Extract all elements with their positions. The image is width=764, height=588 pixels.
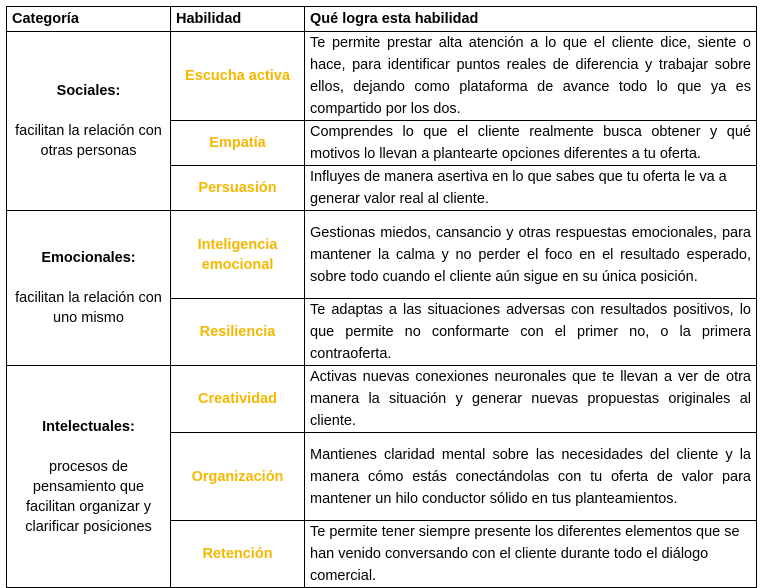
skill-name: Retención	[171, 521, 305, 588]
category-cell-social	[7, 32, 171, 211]
category-description: procesos de pensamiento que facilitan organizar y clarificar posiciones	[25, 458, 152, 535]
category-cell-emotional	[7, 211, 171, 366]
skill-name: Persuasión	[171, 166, 305, 211]
table-row	[7, 211, 757, 299]
table-row	[7, 366, 757, 433]
skill-description: Gestionas miedos, cansancio y otras respuestas emocionales, para mantener la calma y no perder el foco en el resultado esperado, sobre todo cuando el cliente aún sigue en su única posición.	[305, 211, 757, 299]
header-skill: Habilidad	[171, 7, 305, 32]
header-category: Categoría	[7, 7, 171, 32]
skill-name: Inteligencia emocional	[171, 211, 305, 299]
category-title: Sociales:	[56, 83, 121, 99]
skill-name: Resiliencia	[171, 299, 305, 366]
skill-description: Te permite tener siempre presente los diferentes elementos que se han venido conversando con el cliente durante todo el diálogo comercial.	[305, 521, 757, 588]
skill-description: Mantienes claridad mental sobre las necesidades del cliente y la manera cómo estás conectándolas con tu oferta de valor para mantener un hilo conductor sólido en tus planteamientos.	[305, 433, 757, 521]
category-description: facilitan la relación con uno mismo	[15, 290, 162, 326]
table-row	[7, 32, 757, 121]
skill-description: Comprendes lo que el cliente realmente busca obtener y qué motivos lo llevan a plantearte opciones diferentes a tu oferta.	[305, 121, 757, 166]
category-description: facilitan la relación con otras personas	[15, 123, 162, 159]
header-row	[7, 7, 757, 32]
category-title: Intelectuales:	[42, 418, 135, 435]
category-title: Emocionales:	[41, 250, 136, 266]
skill-description: Te adaptas a las situaciones adversas con resultados positivos, lo que permite no conformarte con el primer no, o la primera contraoferta.	[305, 299, 757, 366]
skill-description: Activas nuevas conexiones neuronales que te llevan a ver de otra manera la situación y generar nuevas propuestas originales al cliente.	[305, 366, 757, 433]
category-cell-intellectual	[7, 366, 171, 588]
skill-name: Creatividad	[171, 366, 305, 433]
skills-table	[6, 6, 757, 588]
header-achievement: Qué logra esta habilidad	[305, 7, 757, 32]
skill-name: Escucha activa	[171, 32, 305, 121]
skill-description: Te permite prestar alta atención a lo que el cliente dice, siente o hace, para identificar puntos reales de diferencia y trabajar sobre ellos, dejando como plataforma de avance todo lo que ya es compartido por los dos.	[305, 32, 757, 121]
skill-description: Influyes de manera asertiva en lo que sabes que tu oferta le va a generar valor real al cliente.	[305, 166, 757, 211]
skill-name: Organización	[171, 433, 305, 521]
skill-name: Empatía	[171, 121, 305, 166]
